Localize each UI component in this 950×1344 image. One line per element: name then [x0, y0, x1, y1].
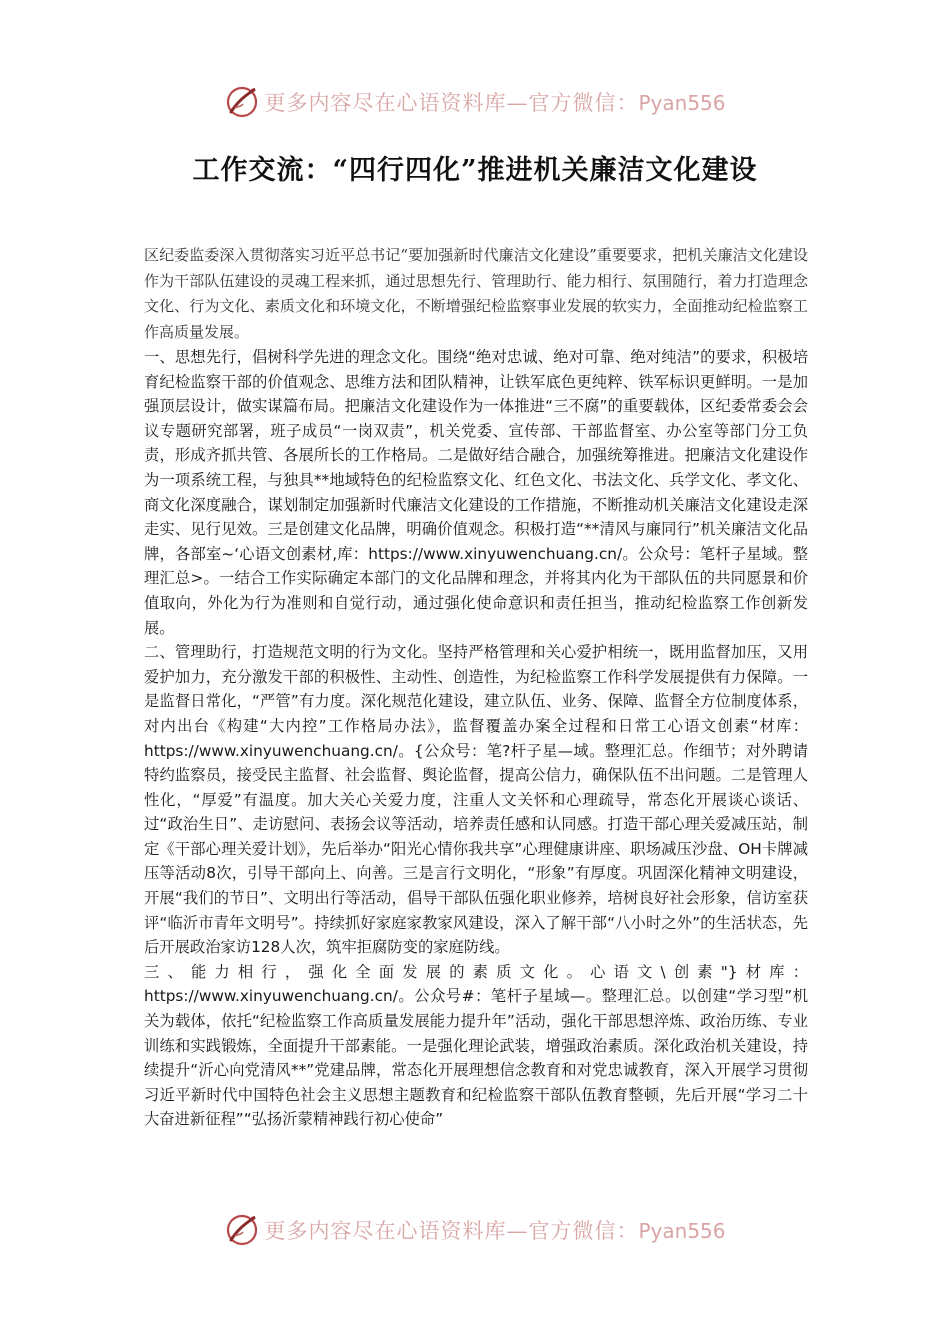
footer-watermark: [0, 1208, 950, 1252]
watermark-text: 更多内容尽在心语资料库—官方微信：Pyan556: [264, 1219, 726, 1243]
header-watermark: [0, 80, 950, 124]
section-one-paragraph: 一、思想先行，倡树科学先进的理念文化。围绕“绝对忠诚、绝对可靠、绝对纯洁”的要求，积极培育纪检监察干部的价值观念、思维方法和团队精神，让铁军底色更纯粹、铁军标识更鲜明。一是加强顶层设计，做实谋篇布局。把廉洁文化建设作为一体推进“三不腐”的重要载体，区纪委常委会会议专题研究部署，班子成员“一岗双责”，机关党委、宣传部、干部监督室、办公室等部门分工负责，形成齐抓共管、各展所长的工作格局。二是做好结合融合，加强统筹推进。把廉洁文化建设作为一项系统工程，与独具**地域特色的纪检监察文化、红色文化、书法文化、兵学文化、孝文化、商文化深度融合，谋划制定加强新时代廉洁文化建设的工作措施，不断推动机关廉洁文化建设走深走实、见行见效。三是创建文化品牌，明确价值观念。积极打造“**清风与廉同行”机关廉洁文化品牌，各部室~‘心语文创素材,库：https://www.xinyuwenchuang.cn/。公众号：笔杆子星域。整理汇总>。一结合工作实际确定本部门的文化品牌和理念，并将其内化为干部队伍的共同愿景和价值取向，外化为行为准则和自觉行动，通过强化使命意识和责任担当，推动纪检监察工作创新发展。: [144, 348, 808, 637]
watermark-wechat-id: Pyan556: [638, 91, 726, 115]
watermark-wechat-id: Pyan556: [638, 1219, 726, 1243]
section-three-paragraph: 三、能力相行，强化全面发展的素质文化。心语文\创素"}材库：https://www.xinyuwenchuang.cn/。公众号#：笔杆子星域—。整理汇总。以创建“学习型”机关为载体，依托“纪检监察工作高质量发展能力提升年”活动，强化干部思想淬炼、政治历练、专业训练和实践锻炼，全面提升干部素能。一是强化理论武装，增强政治素质。深化政治机关建设，持续提升“沂心向党清风**”党建品牌，常态化开展理想信念教育和对党忠诚教育，深入开展学习贯彻习近平新时代中国特色社会主义思想主题教育和纪检监察干部队伍教育整顿，先后开展“学习二十大奋进新征程”“弘扬沂蒙精神践行初心使命”: [144, 962, 808, 1129]
intro-paragraph: 区纪委监委深入贯彻落实习近平总书记“要加强新时代廉洁文化建设”重要要求，把机关廉洁文化建设作为干部队伍建设的灵魂工程来抓，通过思想先行、管理助行、能力相行、氛围随行，着力打造理念文化、行为文化、素质文化和环境文化，不断增强纪检监察事业发展的软实力，全面推动纪检监察工作高质量发展。: [144, 246, 808, 341]
pen-logo-icon: [224, 1212, 260, 1248]
watermark-text: 更多内容尽在心语资料库—官方微信：Pyan556: [264, 91, 726, 115]
document-body: [144, 243, 808, 1132]
document-title: 工作交流：“四行四化”推进机关廉洁文化建设: [192, 155, 758, 186]
section-two-paragraph: 二、管理助行，打造规范文明的行为文化。坚持严格管理和关心爱护相统一，既用监督加压，又用爱护加力，充分激发干部的积极性、主动性、创造性，为纪检监察工作科学发展提供有力保障。一是监督日常化，“严管”有力度。深化规范化建设，建立队伍、业务、保障、监督全方位制度体系，对内出台《构建“大内控”工作格局办法》，监督覆盖办案全过程和日常工心语文创素“材库：https://www.xinyuwenchuang.cn/。{公众号：笔?杆子星—域。整理汇总。作细节；对外聘请特约监察员，接受民主监督、社会监督、舆论监督，提高公信力，确保队伍不出问题。二是管理人性化，“厚爱”有温度。加大关心关爱力度，注重人文关怀和心理疏导，常态化开展谈心谈话、过“政治生日”、走访慰问、表扬会议等活动，培养责任感和认同感。打造干部心理关爱减压站，制定《干部心理关爱计划》，先后举办“阳光心情你我共享”心理健康讲座、职场减压沙盘、OH卡牌减压等活动8次，引导干部向上、向善。三是言行文明化，“形象”有厚度。巩固深化精神文明建设，开展“我们的节日”、文明出行等活动，倡导干部队伍强化职业修养，培树良好社会形象，信访室获评“临沂市青年文明号”。持续抓好家庭家教家风建设，深入了解干部“八小时之外”的生活状态，先后开展政治家访128人次，筑牢拒腐防变的家庭防线。: [144, 643, 808, 957]
pen-logo-icon: [224, 84, 260, 120]
